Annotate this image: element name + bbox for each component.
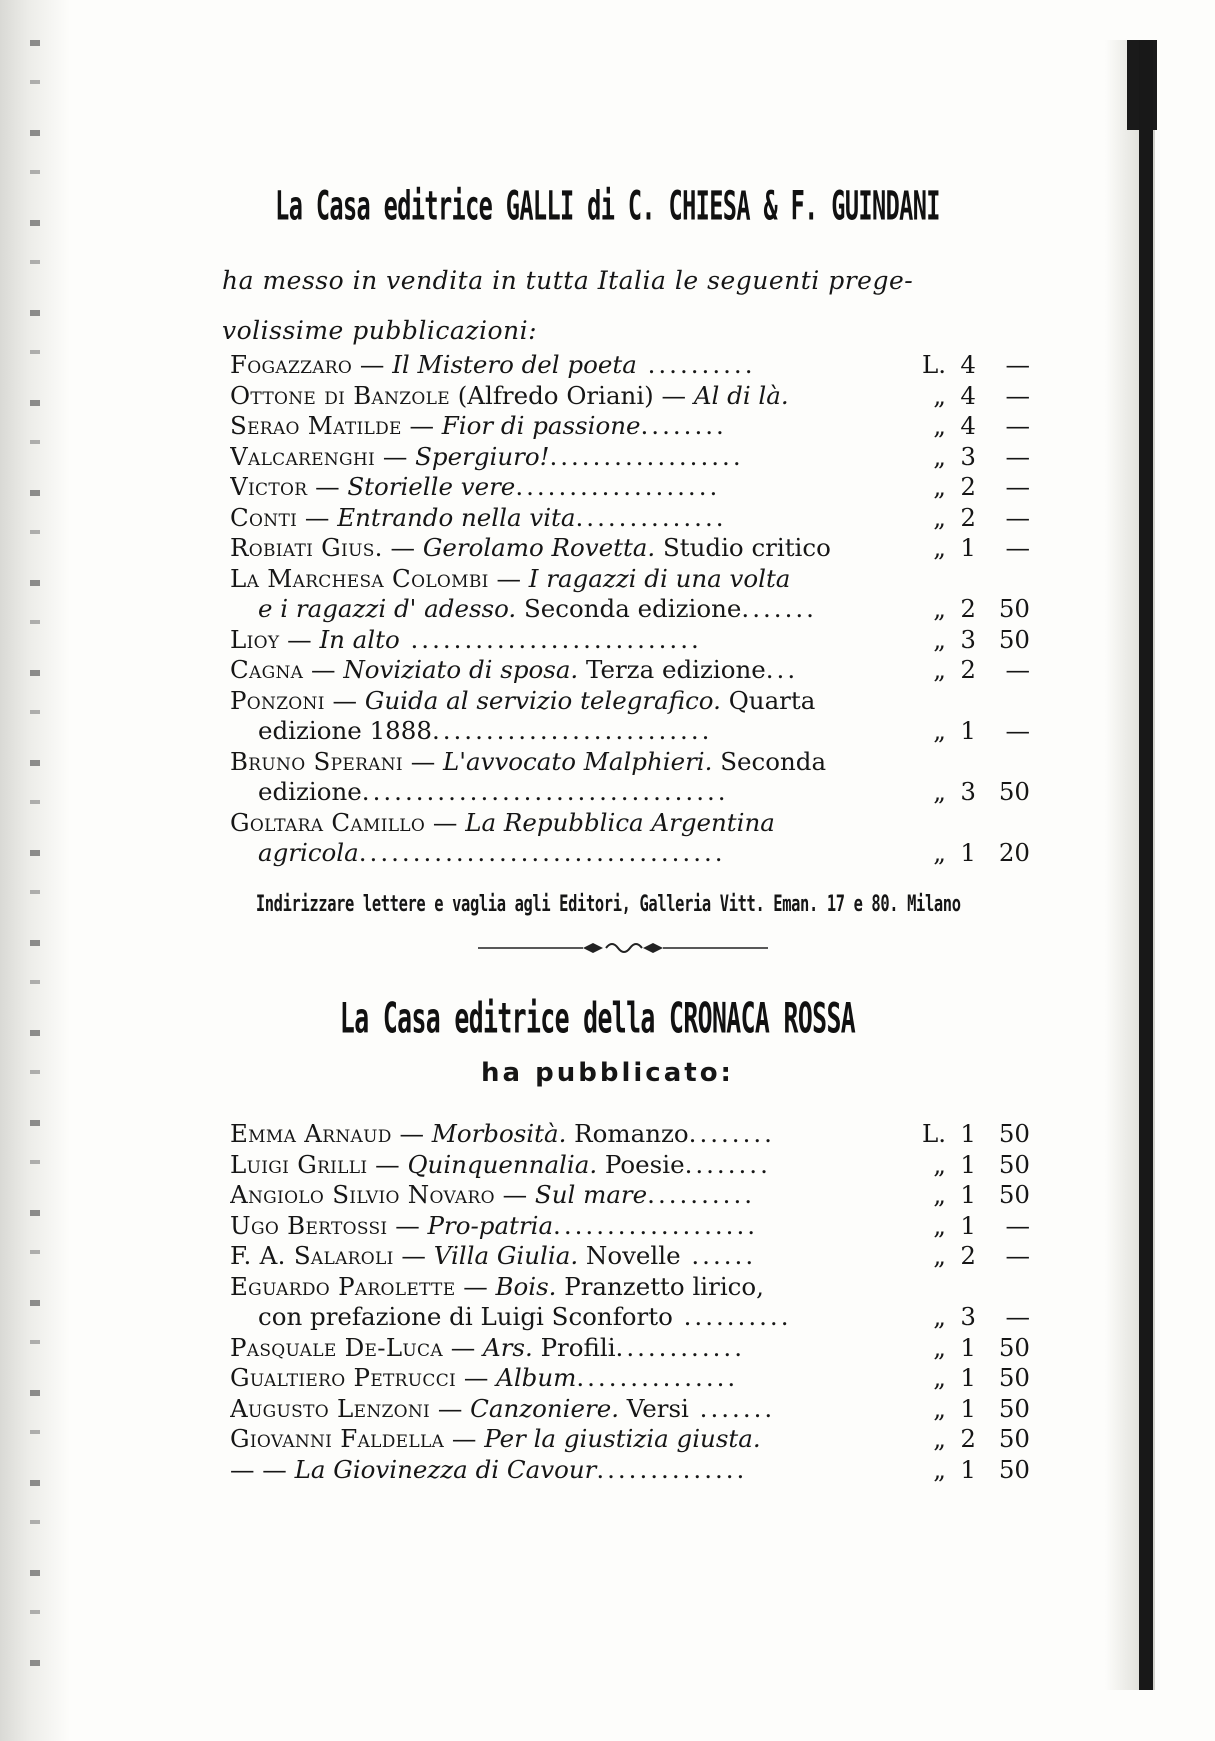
list-item: Eguardo Parolette — Bois. Pranzetto lirico,: [230, 1271, 764, 1301]
list-item: Ottone di Banzole (Alfredo Oriani) — Al di là. „ 4 —: [230, 380, 1030, 410]
list-item: Cagna — Noviziato di sposa. Terza edizione... „ 2 —: [230, 655, 1030, 684]
list-item: Augusto Lenzoni — Canzoniere. Versi ....... „ 1 50: [230, 1393, 1030, 1423]
list-item: Lioy — In alto ........................... „ 3 50: [230, 624, 1030, 654]
list-item: Fogazzaro — Il Mistero del poeta .......... L. 4 —: [230, 350, 1030, 379]
list-item: Valcarenghi — Spergiuro!.................. „ 3 —: [230, 441, 1030, 471]
list-item: Emma Arnaud — Morbosità. Romanzo........ L. 1 50: [230, 1119, 1030, 1148]
list-item-continuation: edizione.................................. „ 3 50: [258, 777, 1030, 806]
list-item: Ponzoni — Guida al servizio telegrafico. Quarta: [230, 685, 816, 715]
list-item: Ugo Bertossi — Pro-patria................... „ 1 —: [230, 1210, 1030, 1240]
section2-publication-list: [230, 1119, 1030, 1485]
section1-title: La Casa editrice GALLI di C. CHIESA & F. GUINDANI: [275, 182, 940, 230]
list-item-continuation: edizione 1888.......................... „ 1 —: [258, 716, 1030, 745]
section1-intro: ha messo in vendita in tutta Italia le seguenti prege-volissime pubblicazioni:: [222, 266, 914, 345]
list-item: Pasquale De-Luca — Ars. Profili............ „ 1 50: [230, 1332, 1030, 1362]
list-item: La Marchesa Colombi — I ragazzi di una volta: [230, 563, 791, 593]
binding-spine: [1139, 40, 1153, 1690]
list-item: Serao Matilde — Fior di passione........ „ 4 —: [230, 411, 1030, 440]
list-item: Bruno Sperani — L'avvocato Malphieri. Seconda: [230, 746, 827, 776]
list-item: Goltara Camillo — La Repubblica Argentina: [230, 807, 775, 837]
publisher-address: Indirizzare lettere e vaglia agli Editori, Galleria Vitt. Eman. 17 e 80. Milano: [255, 892, 961, 917]
list-item: Giovanni Faldella — Per la giustizia giusta. „ 2 50: [230, 1424, 1030, 1453]
list-item-continuation: con prefazione di Luigi Sconforto .......... „ 3 —: [258, 1302, 1030, 1331]
list-item: Robiati Gius. — Gerolamo Rovetta. Studio critico „ 1 —: [230, 533, 1030, 562]
list-item-continuation: e i ragazzi d' adesso. Seconda edizione....... „ 2 50: [258, 594, 1030, 623]
list-item: F. A. Salaroli — Villa Giulia. Novelle ...... „ 2 —: [230, 1241, 1030, 1270]
section2-subtitle: ha pubblicato:: [481, 1058, 734, 1088]
section2-title: La Casa editrice della CRONACA ROSSA: [339, 994, 856, 1044]
list-item: — — La Giovinezza di Cavour.............. „ 1 50: [230, 1454, 1030, 1484]
section1-publication-list: [230, 350, 1030, 869]
ornament-divider-icon: [478, 938, 768, 958]
list-item: Victor — Storielle vere................... „ 2 —: [230, 472, 1030, 501]
list-item-continuation: agricola.................................. „ 1 20: [258, 838, 1030, 867]
page-left-edge-marks: [30, 40, 40, 1700]
list-item: Luigi Grilli — Quinquennalia. Poesie........ „ 1 50: [230, 1149, 1030, 1179]
list-item: Gualtiero Petrucci — Album............... „ 1 50: [230, 1363, 1030, 1392]
list-item: Angiolo Silvio Novaro — Sul mare.......... „ 1 50: [230, 1180, 1030, 1209]
list-item: Conti — Entrando nella vita.............. „ 2 —: [230, 502, 1030, 532]
